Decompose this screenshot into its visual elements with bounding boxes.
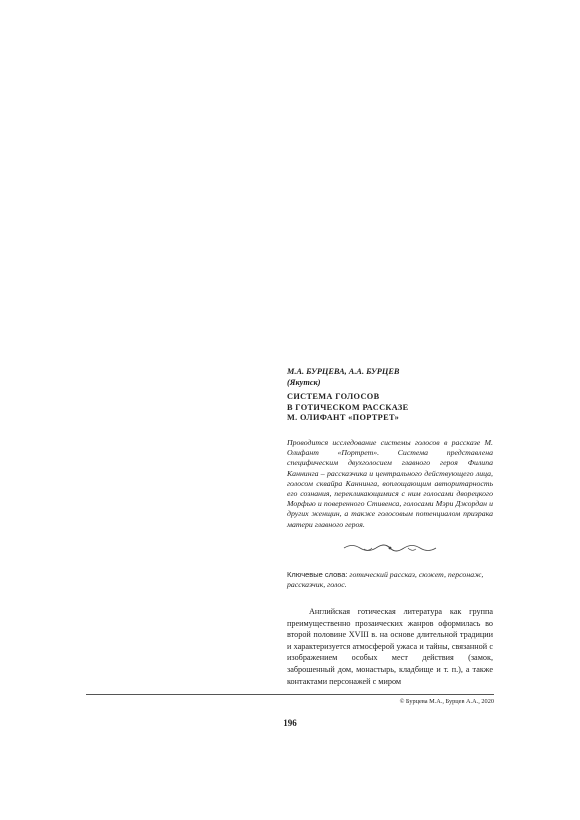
title-line: М. ОЛИФАНТ «ПОРТРЕТ» xyxy=(287,413,400,422)
article-abstract: Проводится исследование системы голосов в рассказе М. Олифант «Портрет». Система представлена специфическим двухголосием главного героя Филипа Каннинга – рассказчика и центрального действующего лица, голосом сквайра Каннинга, воплощающим авторитарность его сознания, перекликающимися с ним голосами дворецкого Морфью и поверенного Стивенса, голосами Мэри Джордан и других женщин, а также голосовым потенциалом призрака матери главного героя. xyxy=(287,438,493,529)
ornament-divider-icon xyxy=(342,542,438,554)
title-line: В ГОТИЧЕСКОМ РАССКАЗЕ xyxy=(287,402,409,412)
copyright-notice: © Бурцева М.А., Бурцев А.А., 2020 xyxy=(399,698,494,705)
footer-divider xyxy=(86,694,494,695)
article-keywords xyxy=(287,570,493,590)
keywords-list: готический рассказ, сюжет, персонаж, рассказчик, голос. xyxy=(287,570,484,590)
article-body-text: Английская готическая литература как группа преимущественно прозаических жанров оформилась во второй половине XVIII в. на основе длительной традиции и характеризуется атмосферой ужаса и тайны, связанной с изображением особых мест действия (замок, заброшенный дом, монастырь, кладбище и т. п.), а также контактами персонажей с миром xyxy=(287,607,493,686)
authors-names: М.А. БУРЦЕВА, А.А. БУРЦЕВ xyxy=(287,367,400,376)
article-title xyxy=(287,392,493,424)
page-number: 196 xyxy=(283,718,297,728)
title-line: СИСТЕМА ГОЛОСОВ xyxy=(287,392,380,401)
keywords-label: Ключевые слова: xyxy=(287,570,348,579)
authors-affiliation: (Якутск) xyxy=(287,377,321,387)
article-authors xyxy=(287,367,493,388)
